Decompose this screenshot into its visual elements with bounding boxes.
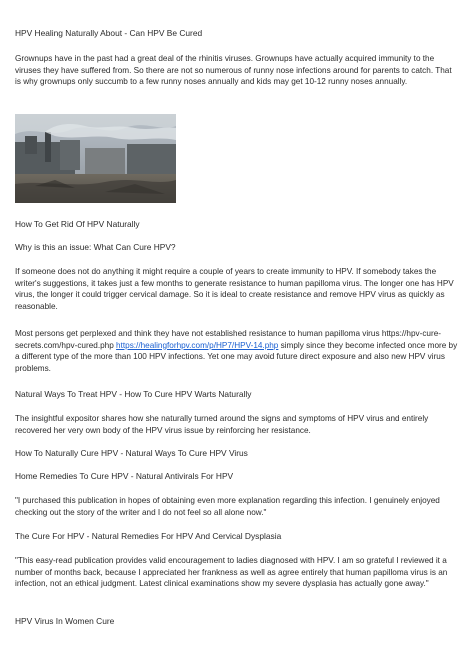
paragraph-3-text-b: simply since they become infected once more by a different type of the more than 100 HPV infections. Yet one may avoid future direct exposure and also new HPV virus problems.	[15, 340, 458, 373]
heading-women-cure: HPV Virus In Women Cure	[15, 616, 115, 626]
heading-cure-for-hpv: The Cure For HPV - Natural Remedies For HPV And Cervical Dysplasia	[15, 531, 282, 541]
page-title: HPV Healing Naturally About - Can HPV Be Cured	[15, 28, 203, 38]
paragraph-6: "This easy-read publication provides valid encouragement to ladies diagnosed with HPV. I am so grateful I reviewed it a number of months back, because I appreciated her frankness as well as agree entirely that human papilloma virus is an infection, not an ethical judgment. Latest clinical examinations show my severe dysplasia has actually gone away."	[15, 556, 448, 589]
paragraph-2: If someone does not do anything it might require a couple of years to create immunity to HPV. If somebody takes the writer's suggestions, it takes just a few months to generate resistance to human papilloma virus. The longer one has HPV virus, the longer it could trigger cervical damage. So it is ideal to create resistance and remove HPV virus as quickly as reasonable.	[15, 267, 454, 311]
question-what-can-cure: Why is this an issue: What Can Cure HPV?	[15, 242, 176, 252]
heading-home-remedies: Home Remedies To Cure HPV - Natural Antivirals For HPV	[15, 471, 234, 481]
paragraph-5: "I purchased this publication in hopes of obtaining even more explanation regarding this infection. I genuinely enjoyed checking out the story of the writer and I do not feel so all alone now."	[15, 496, 440, 517]
paragraph-3-text-a: Most persons get perplexed and think they have not established resistance to human papilloma virus https://hpv-cure-secrets.com/hpv-cured.php	[15, 329, 441, 350]
healingforhpv-link[interactable]: https://healingforhpv.com/p/HP7/HPV-14.php	[116, 340, 279, 350]
paragraph-4: The insightful expositor shares how she naturally turned around the signs and symptoms of HPV virus and entirely recovered her very own body of the HPV virus issue by reinforcing her resistance.	[15, 414, 429, 435]
heading-naturally-cure: How To Naturally Cure HPV - Natural Ways To Cure HPV Virus	[15, 448, 248, 458]
painting-image	[15, 114, 176, 203]
heading-natural-ways-treat: Natural Ways To Treat HPV - How To Cure HPV Warts Naturally	[15, 389, 252, 399]
paragraph-3	[15, 328, 459, 374]
heading-get-rid: How To Get Rid Of HPV Naturally	[15, 219, 140, 229]
paragraph-1: Grownups have in the past had a great deal of the rhinitis viruses. Grownups have actually acquired immunity to the viruses they have suffered from. So there are not so numerous of runny nose infections around for parents to catch. That is why grownups only succumb to a few runny noses annually and kids may get 10-12 runny noses annually.	[15, 54, 452, 87]
